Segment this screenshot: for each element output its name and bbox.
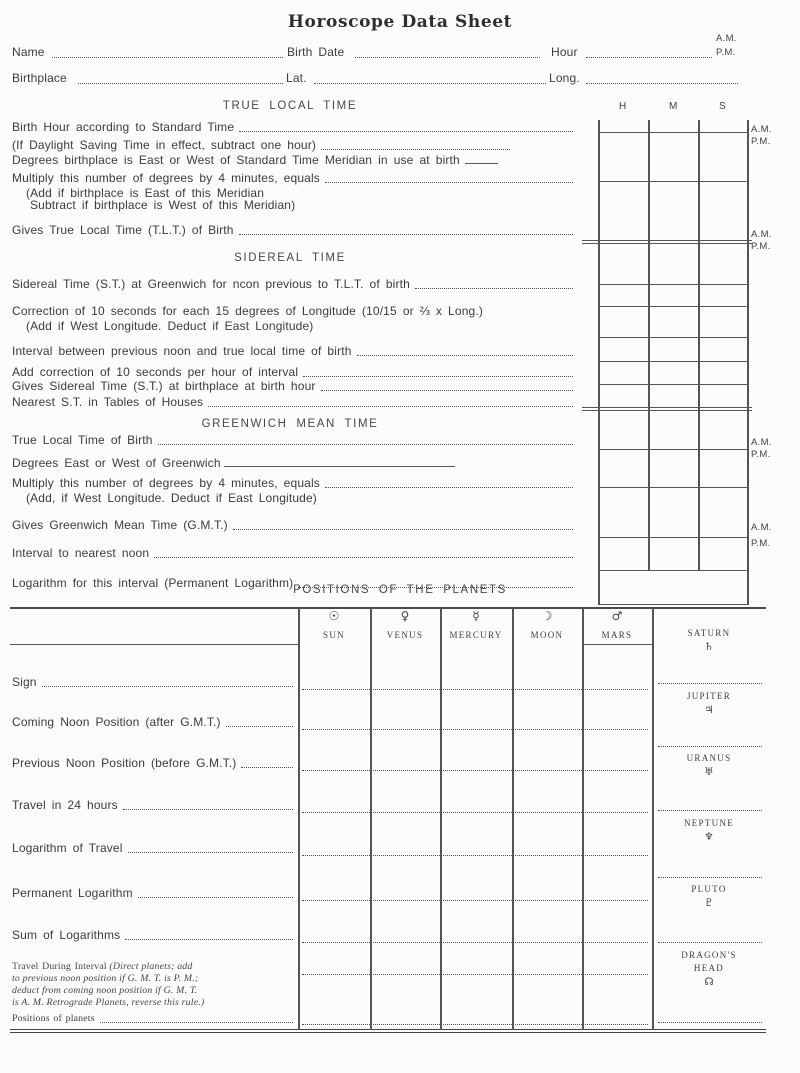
section-heading-true-local-time: TRUE LOCAL TIME xyxy=(222,100,358,112)
neptune-icon: ♆ xyxy=(704,831,714,843)
form-line-label: Gives Sidereal Time (S.T.) at birthplace at birth hour xyxy=(12,379,316,393)
pm-label: P.M. xyxy=(751,538,771,549)
table-row-label: Permanent Logarithm xyxy=(12,886,133,900)
table-row xyxy=(12,929,295,942)
lat-field-blank xyxy=(314,80,546,84)
grid-line xyxy=(598,284,748,285)
grid-col-header-hours: H xyxy=(619,101,627,112)
dotted-leader xyxy=(321,390,573,391)
am-label: A.M. xyxy=(716,33,737,44)
grid-line xyxy=(598,132,748,133)
dotted-leader xyxy=(158,444,573,445)
dotted-leader xyxy=(128,852,293,853)
form-line-label: Gives Greenwich Mean Time (G.M.T.) xyxy=(12,518,228,532)
grid-line xyxy=(747,120,749,605)
form-line-label: True Local Time of Birth xyxy=(12,433,153,447)
name-field-label: Name xyxy=(12,45,45,59)
birthplace-field-blank xyxy=(78,80,283,84)
long-field-blank xyxy=(586,80,738,84)
page-title: Horoscope Data Sheet xyxy=(287,12,513,32)
grid-line xyxy=(598,361,748,362)
solid-fill-line xyxy=(465,163,498,164)
table-row xyxy=(12,757,295,770)
pm-label: P.M. xyxy=(751,241,771,252)
lat-field-label: Lat. xyxy=(286,71,307,85)
side-col-jupiter: JUPITER xyxy=(686,691,732,701)
form-line xyxy=(12,172,575,185)
uranus-icon: ♅ xyxy=(704,766,714,778)
form-line-label: Interval between previous noon and true local time of birth xyxy=(12,344,352,358)
table-cell-blank xyxy=(302,939,648,943)
table-line xyxy=(582,609,584,1030)
table-cell-blank xyxy=(302,726,648,730)
table-line xyxy=(652,609,654,1030)
table-line xyxy=(582,644,652,645)
form-line xyxy=(12,224,575,237)
section-heading-greenwich-mean-time: GREENWICH MEAN TIME xyxy=(201,418,379,430)
side-col-uranus: URANUS xyxy=(686,753,732,763)
form-line-label: Birth Hour according to Standard Time xyxy=(12,120,235,134)
hour-field-label: Hour xyxy=(551,45,578,59)
note-text: is A. M. Retrograde Planets, reverse this rule.) xyxy=(12,997,205,1008)
name-field-blank xyxy=(52,54,283,58)
grid-line xyxy=(598,337,748,338)
solid-fill-line xyxy=(224,466,455,467)
form-line xyxy=(12,139,512,152)
birthplace-field-label: Birthplace xyxy=(12,71,67,85)
dotted-leader xyxy=(138,897,293,898)
side-col-dragons-head-line2: HEAD xyxy=(693,963,725,973)
dotted-leader xyxy=(239,131,573,132)
table-cell-blank xyxy=(302,852,648,856)
grid-line xyxy=(598,570,748,571)
saturn-icon: ♄ xyxy=(704,641,714,653)
table-row-label: Logarithm of Travel xyxy=(12,841,123,855)
form-line xyxy=(12,154,498,167)
col-header-venus: VENUS xyxy=(386,630,424,640)
jupiter-icon: ♃ xyxy=(704,704,714,716)
am-label: A.M. xyxy=(751,124,772,135)
form-line xyxy=(12,380,575,393)
form-line-label: Subtract if birthplace is West of this Meridian) xyxy=(30,198,296,212)
form-line-label: Sidereal Time (S.T.) at Greenwich for ncon previous to T.L.T. of birth xyxy=(12,277,410,291)
form-line xyxy=(12,477,575,490)
col-header-sun: SUN xyxy=(323,630,345,640)
table-cell-blank xyxy=(302,809,648,813)
table-cell-blank xyxy=(658,680,762,684)
table-cell-blank xyxy=(658,807,762,811)
table-row xyxy=(12,676,295,689)
table-row-note xyxy=(12,961,193,972)
col-header-moon: MOON xyxy=(530,630,564,640)
table-row xyxy=(12,1012,295,1025)
hour-field-blank xyxy=(586,54,712,58)
side-col-pluto: PLUTO xyxy=(691,884,727,894)
dotted-leader xyxy=(415,288,573,289)
dotted-leader xyxy=(321,149,510,150)
dotted-leader xyxy=(123,809,293,810)
grid-line xyxy=(598,181,748,182)
form-line xyxy=(12,519,575,532)
table-line xyxy=(512,609,514,1030)
section-heading-positions-of-planets: POSITIONS OF THE PLANETS xyxy=(293,584,507,596)
grid-line xyxy=(598,487,748,488)
form-line xyxy=(12,121,575,134)
grid-line xyxy=(698,120,700,571)
dotted-leader xyxy=(357,355,573,356)
table-row-label: Travel in 24 hours xyxy=(12,798,118,812)
form-line-label: Nearest S.T. in Tables of Houses xyxy=(12,395,204,409)
am-label: A.M. xyxy=(751,522,772,533)
note-text: to previous noon position if G. M. T. is P. M.; xyxy=(12,973,199,984)
dotted-leader xyxy=(233,529,573,530)
dragons-head-icon: ☊ xyxy=(704,976,714,988)
form-line-label: (Add if birthplace is East of this Meridian xyxy=(26,186,265,200)
form-line-label: (Add, if West Longitude. Deduct if East Longitude) xyxy=(26,491,317,505)
table-cell-blank xyxy=(302,686,648,690)
form-line-label: Logarithm for this interval (Permanent Logarithm) xyxy=(12,576,294,590)
dotted-leader xyxy=(239,234,573,235)
grid-line xyxy=(598,306,748,307)
form-line-label: Multiply this number of degrees by 4 minutes, equals xyxy=(12,476,320,490)
side-col-dragons-head: DRAGON'S xyxy=(681,950,737,960)
birth-date-field-label: Birth Date xyxy=(287,45,345,59)
side-col-saturn: SATURN xyxy=(687,628,731,638)
table-line xyxy=(370,609,372,1030)
form-line xyxy=(12,547,575,560)
dotted-leader xyxy=(226,726,293,727)
pm-label: P.M. xyxy=(751,449,771,460)
table-row xyxy=(12,716,295,729)
pluto-icon: ♇ xyxy=(704,897,714,909)
table-cell-blank xyxy=(658,874,762,878)
table-cell-blank xyxy=(302,971,648,975)
table-row xyxy=(12,887,295,900)
table-row-label: Positions of planets xyxy=(12,1013,95,1024)
table-cell-blank xyxy=(658,1019,762,1023)
pm-label: P.M. xyxy=(716,47,736,58)
form-line-label: Gives True Local Time (T.L.T.) of Birth xyxy=(12,223,234,237)
sun-icon: ☉ xyxy=(328,609,340,623)
am-label: A.M. xyxy=(751,229,772,240)
form-line-label: (If Daylight Saving Time in effect, subtract one hour) xyxy=(12,138,317,152)
table-row-label: Sum of Logarithms xyxy=(12,928,121,942)
pm-label: P.M. xyxy=(751,136,771,147)
grid-line xyxy=(598,120,600,605)
form-line xyxy=(12,345,575,358)
form-line xyxy=(12,366,575,379)
grid-line xyxy=(598,449,748,450)
table-line xyxy=(440,609,442,1030)
dotted-leader xyxy=(303,376,573,377)
dotted-leader xyxy=(42,686,293,687)
grid-line xyxy=(598,604,748,605)
table-row-label: Sign xyxy=(12,675,37,689)
table-line xyxy=(10,644,298,645)
form-line-label: Correction of 10 seconds for each 15 degrees of Longitude (10/15 or ⅔ x Long.) xyxy=(12,304,483,318)
venus-icon: ♀ xyxy=(400,609,410,623)
table-row-label: Coming Noon Position (after G.M.T.) xyxy=(12,715,221,729)
side-col-neptune: NEPTUNE xyxy=(683,818,735,828)
grid-col-header-minutes: M xyxy=(669,101,678,112)
table-row xyxy=(12,799,295,812)
form-line-label: Degrees birthplace is East or West of Standard Time Meridian in use at birth xyxy=(12,153,460,167)
form-line-label: Degrees East or West of Greenwich xyxy=(12,456,221,470)
form-line-label: Multiply this number of degrees by 4 minutes, equals xyxy=(12,171,320,185)
table-cell-blank xyxy=(658,939,762,943)
form-line xyxy=(12,396,575,409)
am-label: A.M. xyxy=(751,437,772,448)
table-cell-blank xyxy=(302,897,648,901)
grid-col-header-seconds: S xyxy=(719,101,727,112)
dotted-leader xyxy=(325,182,573,183)
section-heading-sidereal-time: SIDEREAL TIME xyxy=(234,252,346,264)
table-row xyxy=(12,842,295,855)
form-line xyxy=(12,278,575,291)
dotted-leader xyxy=(100,1022,293,1023)
form-line-label: (Add if West Longitude. Deduct if East Longitude) xyxy=(26,319,314,333)
table-cell-blank xyxy=(658,743,762,747)
mars-icon: ♂ xyxy=(611,609,623,623)
grid-line xyxy=(648,120,650,571)
long-field-label: Long. xyxy=(549,71,580,85)
dotted-leader xyxy=(241,767,293,768)
table-row-label: Travel During Interval xyxy=(12,961,107,972)
dotted-leader xyxy=(325,487,573,488)
grid-line xyxy=(582,240,752,244)
grid-line xyxy=(582,407,752,411)
table-row-label: Previous Noon Position (before G.M.T.) xyxy=(12,756,237,770)
table-cell-blank xyxy=(302,1021,648,1025)
moon-icon: ☽ xyxy=(541,609,553,623)
dotted-leader xyxy=(154,557,573,558)
note-text: deduct from coming noon position if G. M. T. xyxy=(12,985,198,996)
form-line-label: Add correction of 10 seconds per hour of interval xyxy=(12,365,299,379)
table-cell-blank xyxy=(302,767,648,771)
mercury-icon: ☿ xyxy=(472,609,480,623)
col-header-mercury: MERCURY xyxy=(449,630,503,640)
dotted-leader xyxy=(208,406,573,407)
form-line xyxy=(12,457,455,470)
form-line-label: Interval to nearest noon xyxy=(12,546,150,560)
grid-line xyxy=(598,384,748,385)
note-text: (Direct planets; add xyxy=(109,961,193,972)
col-header-mars: MARS xyxy=(601,630,633,640)
grid-line xyxy=(598,537,748,538)
form-line xyxy=(12,434,575,447)
dotted-leader xyxy=(125,939,293,940)
table-line xyxy=(298,609,300,1030)
birth-date-field-blank xyxy=(355,54,540,58)
